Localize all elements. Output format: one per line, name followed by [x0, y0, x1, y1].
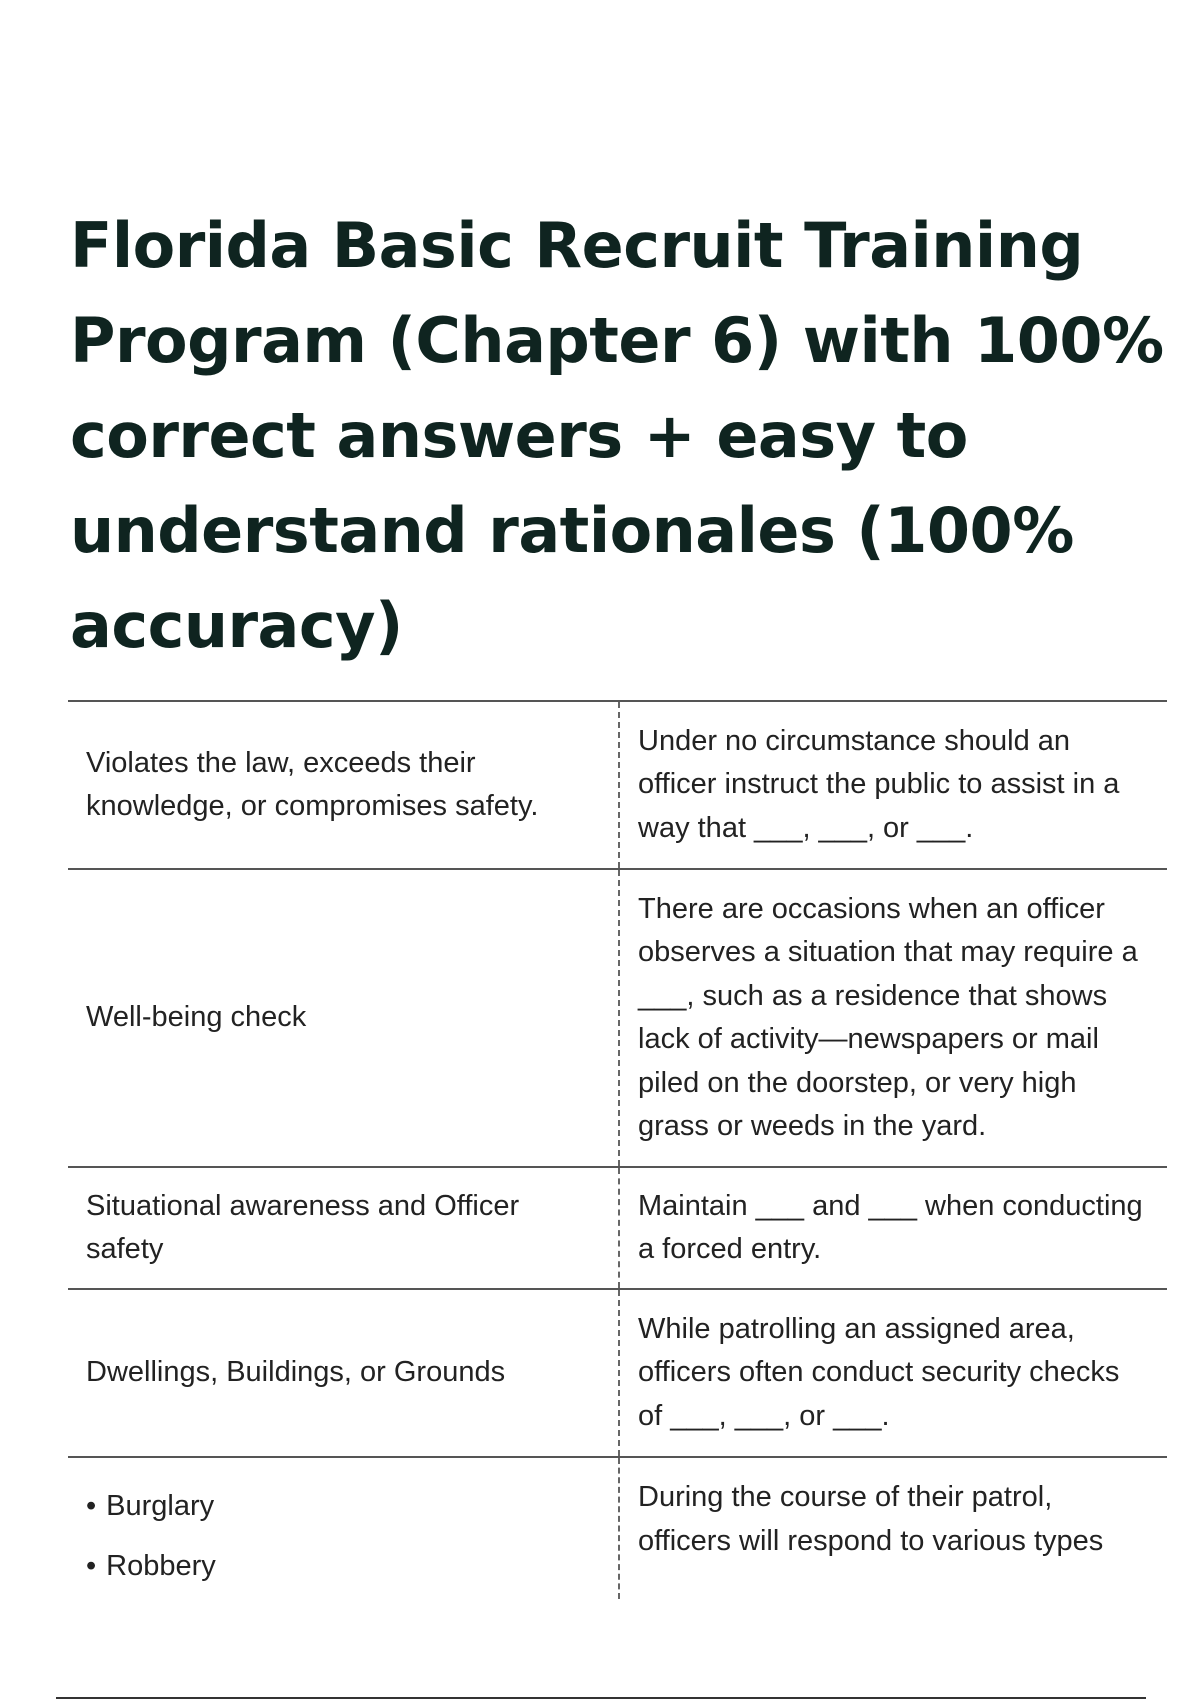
table-row	[68, 1457, 1167, 1599]
table-row	[68, 1167, 1167, 1289]
answer-cell: Well-being check	[68, 869, 619, 1167]
footer-divider	[56, 1697, 1146, 1699]
answer-cell: Dwellings, Buildings, or Grounds	[68, 1289, 619, 1457]
table-row	[68, 869, 1167, 1167]
table-row	[68, 701, 1167, 869]
question-cell: Under no circumstance should an officer instruct the public to assist in a way that ___, ___, or ___.	[638, 724, 1120, 844]
question-cell: Maintain ___ and ___ when conducting a forced entry.	[638, 1189, 1143, 1265]
flashcard-table	[68, 700, 1167, 1599]
answer-bullet-list	[86, 1476, 602, 1596]
question-cell: There are occasions when an officer observes a situation that may require a ___, such as a residence that shows lack of activity—newspapers or mail piled on the doorstep, or very high grass or weeds in the yard.	[638, 892, 1138, 1142]
question-cell: While patrolling an assigned area, officers often conduct security checks of ___, ___, or ___.	[638, 1312, 1120, 1432]
page-title: Florida Basic Recruit Training Program (Chapter 6) with 100% correct answers + easy to understand rationales (100% accuracy)	[70, 209, 1164, 662]
answer-cell: Violates the law, exceeds their knowledge, or compromises safety.	[68, 701, 619, 869]
answer-cell	[68, 1457, 619, 1599]
list-item: • Robbery	[86, 1536, 602, 1596]
list-item: • Burglary	[86, 1476, 602, 1536]
table-row	[68, 1289, 1167, 1457]
question-cell: During the course of their patrol, officers will respond to various types	[638, 1481, 1104, 1557]
answer-cell: Situational awareness and Officer safety	[68, 1167, 619, 1289]
